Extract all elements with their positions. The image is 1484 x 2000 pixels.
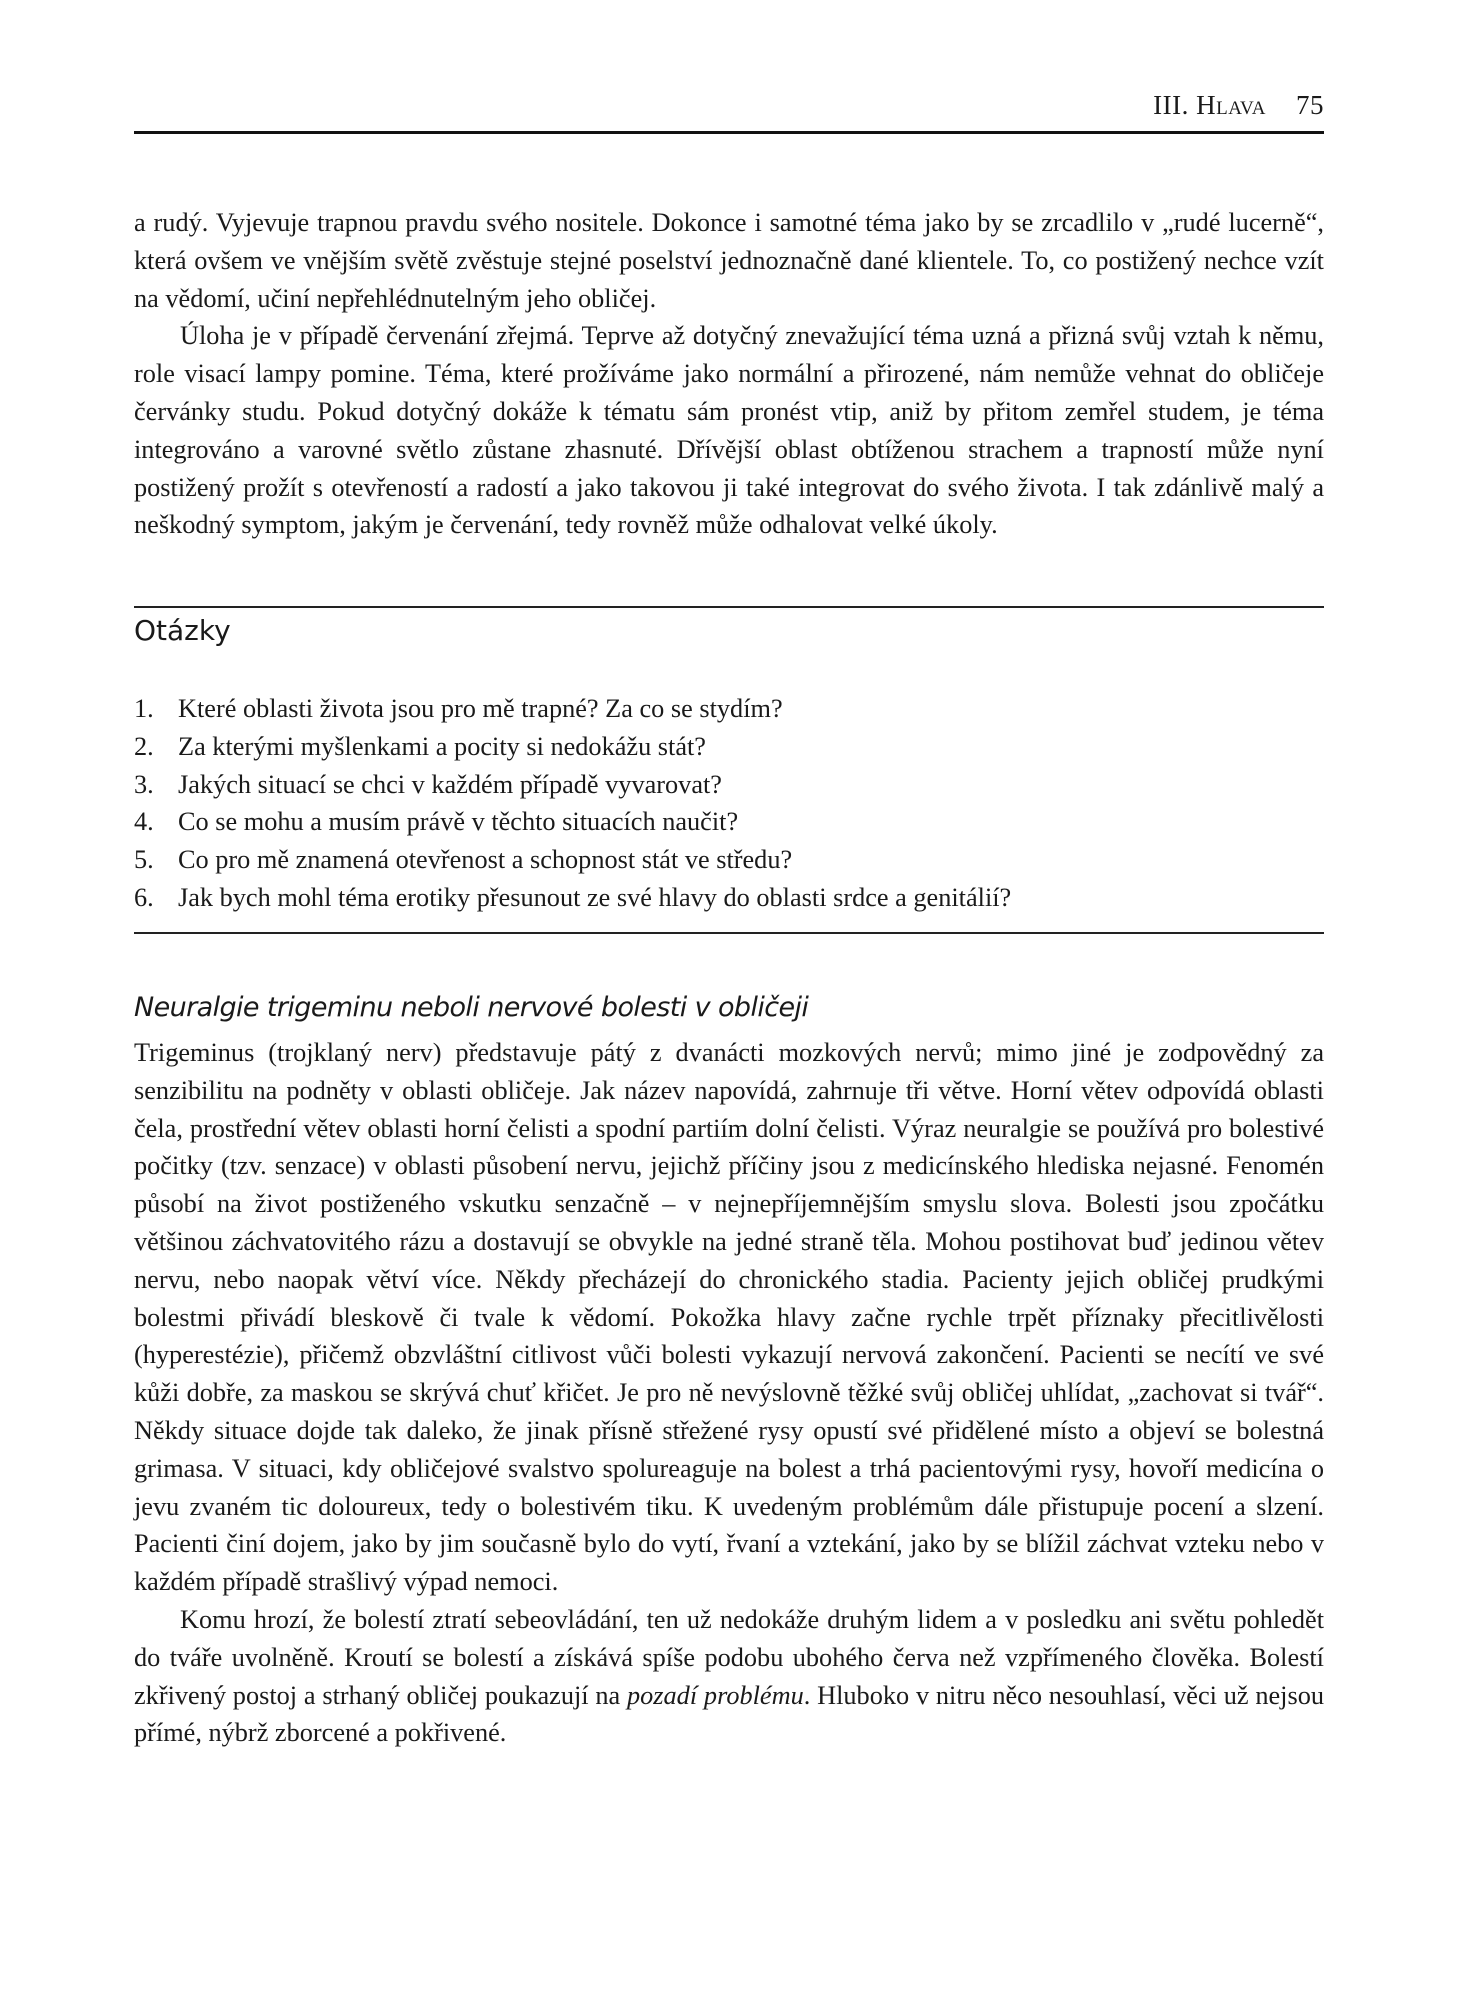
header-rule [134, 131, 1324, 134]
question-item [134, 879, 1324, 917]
question-item [134, 690, 1324, 728]
question-number: 2. [134, 731, 154, 761]
emphasis-text: pozadí problému [627, 1680, 804, 1710]
question-number: 1. [134, 694, 154, 723]
question-number: 6. [134, 882, 154, 912]
paragraph-text: Komu hrozí, že bolestí ztratí sebeovládání, ten už nedokáže druhým lidem a v posledku ani světu pohledět do tváře uvolněně. Kroutí se bolestí a získává spíše podobu ubohého červa než vzpřímeného člověka. Bolestí zkřivený postoj a strhaný obličej poukazují na [134, 1604, 1324, 1710]
question-item [134, 728, 1324, 766]
question-number: 3. [134, 769, 154, 799]
question-text: Za kterými myšlenkami a pocity si nedokážu stát? [178, 731, 706, 761]
paragraph: Úloha je v případě červenání zřejmá. Teprve až dotyčný znevažující téma uzná a přizná svůj vztah k němu, role visací lampy pomine. Téma, které prožíváme jako normální a přirozené, nám nemůže vehnat do obličeje červánky studu. Pokud dotyčný dokáže k tématu sám pronést vtip, aniž by přitom zemřel studem, je téma integrováno a varovné světlo zůstane zhasnuté. Dřívější oblast obtíženou strachem a trapností může nyní postižený prožít s otevřeností a radostí a jako takovou ji také integrovat do svého života. I tak zdánlivě malý a neškodný symptom, jakým je červenání, tedy rovněž může odhalovat velké úkoly. [134, 321, 1324, 540]
questions-top-rule [134, 606, 1324, 608]
chapter-label: III. Hlava [1153, 90, 1266, 120]
continuation-text [134, 204, 1324, 544]
question-item [134, 803, 1324, 841]
questions-heading: Otázky [134, 614, 231, 647]
question-item [134, 766, 1324, 804]
question-item [134, 841, 1324, 879]
paragraph-text: . Hluboko v nitru něco nesouhlasí, věci už nejsou přímé, nýbrž zborcené a pokřivené. [134, 1680, 1325, 1748]
paragraph [134, 1601, 1324, 1752]
question-text: Co se mohu a musím právě v těchto situacích naučit? [178, 807, 739, 837]
questions-list [134, 690, 1324, 917]
question-text: Které oblasti života jsou pro mě trapné? Za co se stydím? [178, 694, 783, 723]
questions-bottom-rule [134, 932, 1324, 934]
question-text: Co pro mě znamená otevřenost a schopnost stát ve středu? [178, 845, 793, 875]
paragraph: a rudý. Vyjevuje trapnou pravdu svého nositele. Dokonce i samotné téma jako by se zrcadlilo v „rudé lucerně“, která ovšem ve vnějším světě zvěstuje stejné poselství jednoznačně dané klientele. To, co postižený nechce vzít na vědomí, učiní nepřehlédnutelným jeho obličej. [134, 208, 1324, 313]
paragraph: Trigeminus (trojklaný nerv) představuje pátý z dvanácti mozkových nervů; mimo jiné je zodpovědný za senzibilitu na podněty v oblasti obličeje. Jak název napovídá, zahrnuje tři větve. Horní větev odpovídá oblasti čela, prostřední větev oblasti horní čelisti a spodní partiím dolní čelisti. Výraz neuralgie se používá pro bolestivé počitky (tzv. senzace) v oblasti působení nervu, jejichž příčiny jsou z medicínského hlediska nejasné. Fenomén působí na život postiženého vskutku senzačně – v nejnepříjemnějším smyslu slova. Bolesti jsou zpočátku většinou záchvatovitého rázu a dostavují se obvykle na jedné straně těla. Mohou postihovat buď jedinou větev nervu, nebo naopak větví více. Někdy přecházejí do chronického stadia. Pacienty jejich obličej prudkými bolestmi přivádí bleskově či tvale k vědomí. Pokožka hlavy začne rychle trpět příznaky přecitlivělosti (hyperestézie), přičemž obzvláštní citlivost vůči bolesti vykazují nervová zakončení. Pacienti se necítí ve své kůži dobře, za maskou se skrývá chuť křičet. Je pro ně nevýslovně těžké svůj obličej uhlídat, „zachovat si tvář“. Někdy situace dojde tak daleko, že jinak přísně střežené rysy opustí své přidělené místo a objeví se bolestná grimasa. V situaci, kdy obličejové svalstvo spolureaguje na bolest a trhá pacientovými rysy, hovoří medicína o jevu zvaném tic doloureux, tedy o bolestivém tiku. K uvedeným problémům dále přistupuje pocení a slzení. Pacienti činí dojem, jako by jim současně bylo do vytí, řvaní a vztekání, jako by se blížil záchvat vzteku nebo v každém případě strašlivý výpad nemoci. [134, 1038, 1324, 1597]
question-text: Jakých situací se chci v každém případě vyvarovat? [178, 769, 722, 799]
question-number: 5. [134, 845, 154, 875]
section-heading: Neuralgie trigeminu neboli nervové bolesti v obličeji [134, 992, 809, 1023]
question-text: Jak bych mohl téma erotiky přesunout ze své hlavy do oblasti srdce a genitálií? [178, 882, 1012, 912]
page-number: 75 [1296, 90, 1324, 120]
section-body [134, 1034, 1324, 1752]
running-head [1153, 90, 1324, 121]
question-number: 4. [134, 807, 154, 837]
